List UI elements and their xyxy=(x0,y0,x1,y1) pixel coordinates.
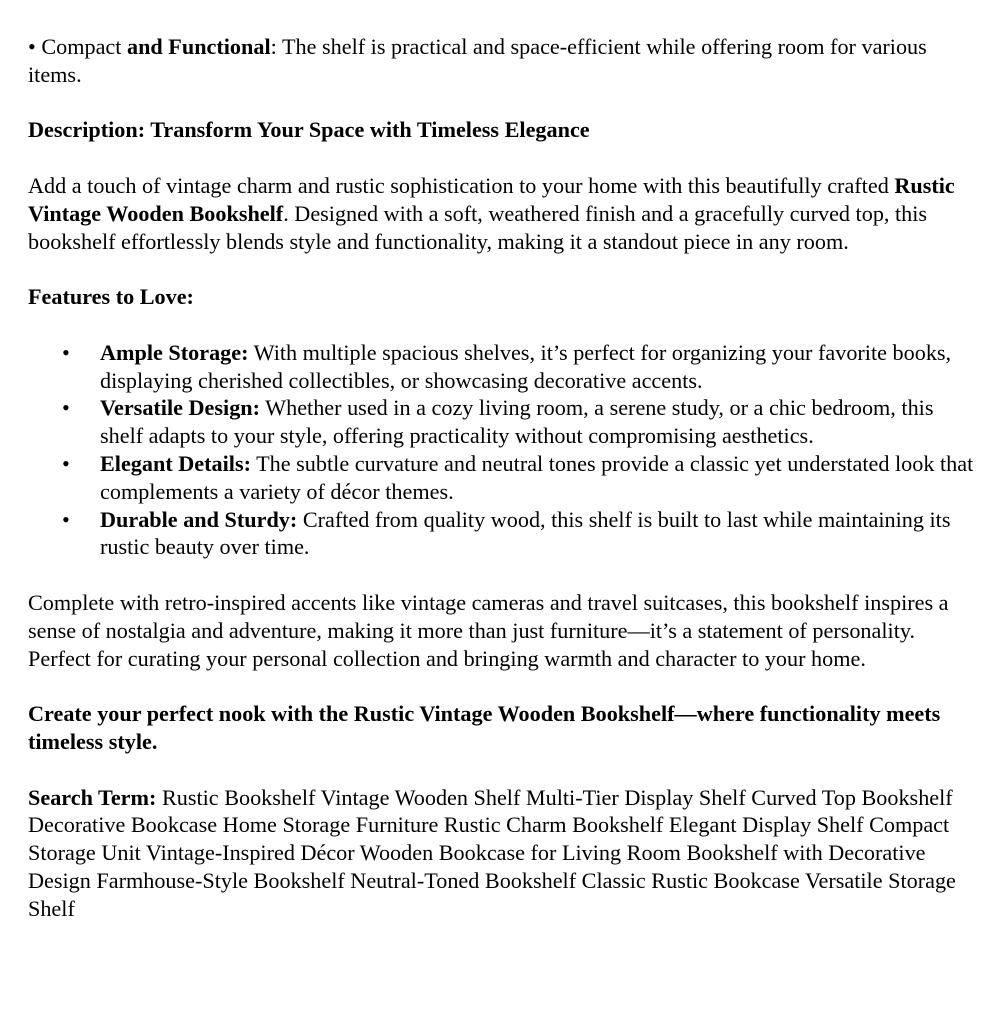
description-product-name: Rustic Vintage Wooden Bookshelf xyxy=(28,172,955,226)
intro-bullet-lead: Compact xyxy=(35,34,127,59)
search-terms-text: Rustic Bookshelf Vintage Wooden Shelf Multi-Tier Display Shelf Curved Top Bookshelf Decorative Bookcase Home Storage Furniture Rustic Charm Bookshelf Elegant Display Shelf Compact Storage Unit Vintage-Inspired Décor Wooden Bookcase for Living Room Bookshelf with Decorative Design Farmhouse-Style Bookshelf Neutral-Toned Bookshelf Classic Rustic Bookcase Versatile Storage Shelf xyxy=(28,784,956,921)
bullet-icon: • xyxy=(62,339,70,365)
features-heading-text: Features to Love: xyxy=(28,284,194,310)
feature-text: With multiple spacious shelves, it’s perfect for organizing your favorite books, displaying cherished collectibles, or showcasing decorative accents. xyxy=(100,339,952,393)
description-text-start: Add a touch of vintage charm and rustic sophistication to your home with this beautifully crafted xyxy=(28,172,895,198)
description-heading xyxy=(28,116,978,144)
intro-bullet-text: : The shelf is practical and space-efficient while offering room for various items. xyxy=(28,34,927,87)
call-to-action xyxy=(28,700,978,756)
bullet-icon: • xyxy=(62,506,70,532)
description-paragraph xyxy=(28,172,978,255)
intro-bullet-paragraph xyxy=(28,33,978,89)
document-body xyxy=(28,33,978,923)
search-terms-label: Search Term: xyxy=(28,784,157,810)
bullet-icon: • xyxy=(62,395,70,421)
closing-paragraph: Complete with retro-inspired accents like vintage cameras and travel suitcases, this bookshelf inspires a sense of nostalgia and adventure, making it more than just furniture—it’s a statement of personality. Perfect for curating your personal collection and bringing warmth and character to your home. xyxy=(28,589,949,671)
intro-bullet-glyph: • xyxy=(28,34,36,59)
description-text-end: . Designed with a soft, weathered finish and a gracefully curved top, this bookshelf effortlessly blends style and functionality, making it a standout piece in any room. xyxy=(28,200,928,254)
list-item xyxy=(28,339,978,395)
feature-title: Versatile Design: xyxy=(100,395,261,421)
feature-text: Crafted from quality wood, this shelf is built to last while maintaining its rustic beauty over time. xyxy=(100,506,951,560)
feature-text: The subtle curvature and neutral tones provide a classic yet understated look that complements a variety of décor themes. xyxy=(100,450,974,504)
list-item xyxy=(28,506,978,562)
feature-title: Ample Storage: xyxy=(100,339,249,365)
feature-text: Whether used in a cozy living room, a serene study, or a chic bedroom, this shelf adapts to your style, offering practicality without compromising aesthetics. xyxy=(100,395,934,449)
intro-bullet-lead-bold: and Functional xyxy=(126,34,271,59)
features-list xyxy=(28,339,978,561)
bullet-icon: • xyxy=(62,450,70,476)
list-item xyxy=(28,394,978,450)
search-terms xyxy=(28,784,978,923)
feature-title: Elegant Details: xyxy=(100,450,251,476)
feature-title: Durable and Sturdy: xyxy=(100,506,298,532)
call-to-action-text: Create your perfect nook with the Rustic Vintage Wooden Bookshelf—where functionality meets timeless style. xyxy=(28,701,941,754)
features-heading xyxy=(28,283,978,311)
description-heading-text: Description: Transform Your Space with Timeless Elegance xyxy=(28,117,590,143)
list-item xyxy=(28,450,978,506)
